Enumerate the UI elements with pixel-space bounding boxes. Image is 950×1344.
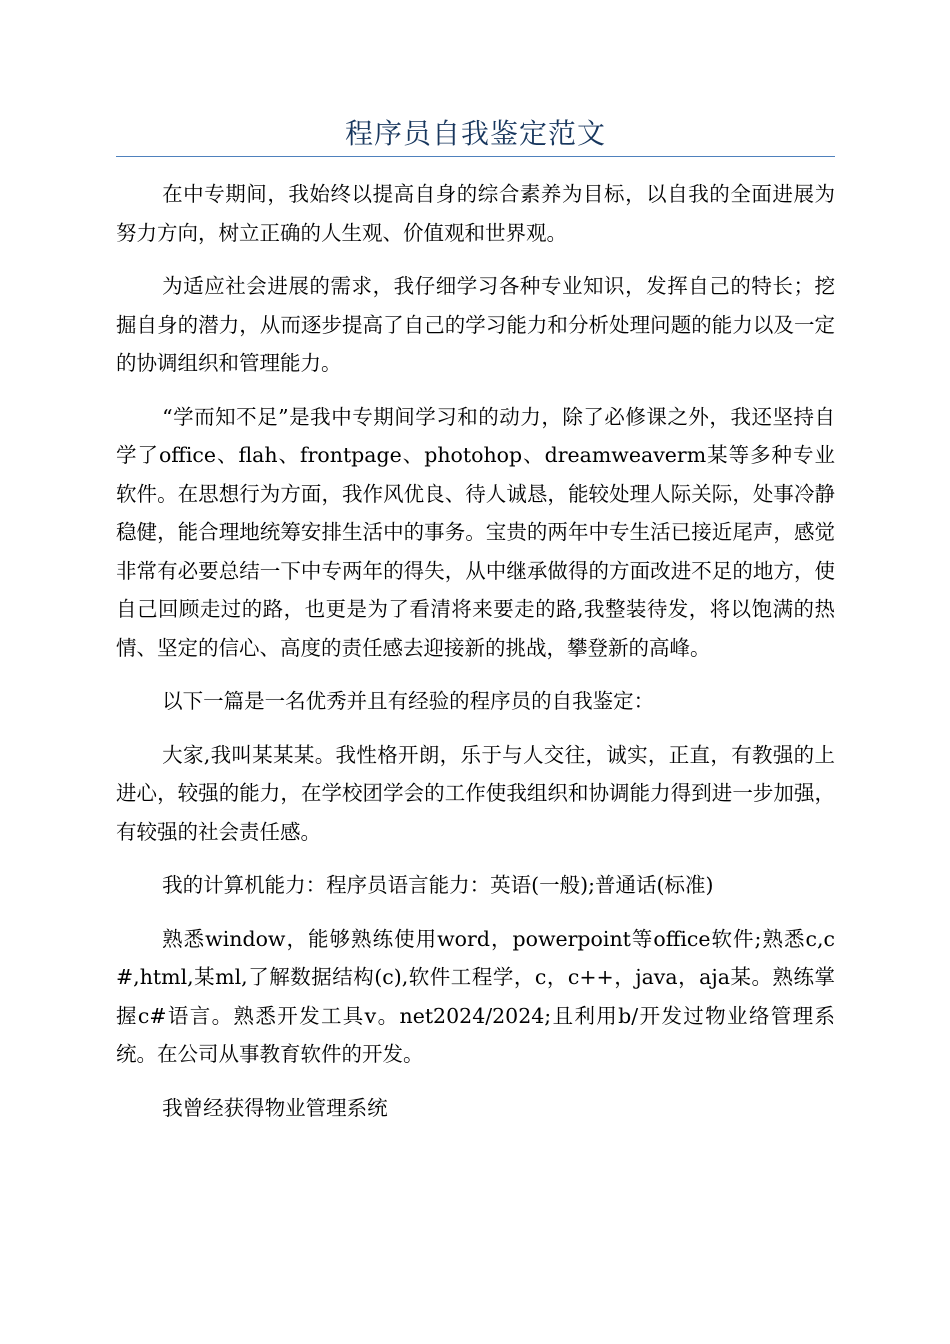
document-title: 程序员自我鉴定范文 bbox=[344, 117, 606, 150]
paragraph: 熟悉window，能够熟练使用word，powerpoint等office软件;熟悉c,c#,html,某ml,了解数据结构(c),软件工程学，c，c++，java，aja某。熟练掌握c#语言。熟悉开发工具v。net2024/2024;且利用b/开发过物业络管理系统。在公司从事教育软件的开发。 bbox=[116, 926, 835, 1066]
paragraph: 大家,我叫某某某。我性格开朗，乐于与人交往，诚实，正直，有教强的上进心，较强的能力，在学校团学会的工作使我组织和协调能力得到进一步加强，有较强的社会责任感。 bbox=[116, 742, 835, 844]
paragraph: 在中专期间，我始终以提高自身的综合素养为目标，以自我的全面进展为努力方向，树立正确的人生观、价值观和世界观。 bbox=[116, 182, 835, 245]
title-block bbox=[116, 112, 835, 157]
document-body bbox=[116, 175, 835, 1142]
paragraph: 以下一篇是一名优秀并且有经验的程序员的自我鉴定： bbox=[162, 689, 655, 713]
paragraph: 我的计算机能力：程序员语言能力：英语(一般);普通话(标准) bbox=[162, 873, 714, 897]
paragraph: 我曾经获得物业管理系统 bbox=[162, 1095, 388, 1120]
paragraph: “学而知不足”是我中专期间学习和的动力，除了必修课之外，我还坚持自学了office、flah、frontpage、photohop、dreamweaverm某等多种专业软件。在思想行为方面，我作风优良、待人诚恳，能较处理人际关际，处事冷静稳健，能合理地统筹安排生活中的事务。宝贵的两年中专生活已接近尾声，感觉非常有必要总结一下中专两年的得失，从中继承做得的方面改进不足的地方，使自己回顾走过的路，也更是为了看清将来要走的路,我整装待发，将以饱满的热情、坚定的信心、高度的责任感去迎接新的挑战，攀登新的高峰。 bbox=[116, 404, 835, 660]
paragraph: 为适应社会进展的需求，我仔细学习各种专业知识，发挥自己的特长；挖掘自身的潜力，从而逐步提高了自己的学习能力和分析处理问题的能力以及一定的协调组织和管理能力。 bbox=[116, 274, 835, 375]
